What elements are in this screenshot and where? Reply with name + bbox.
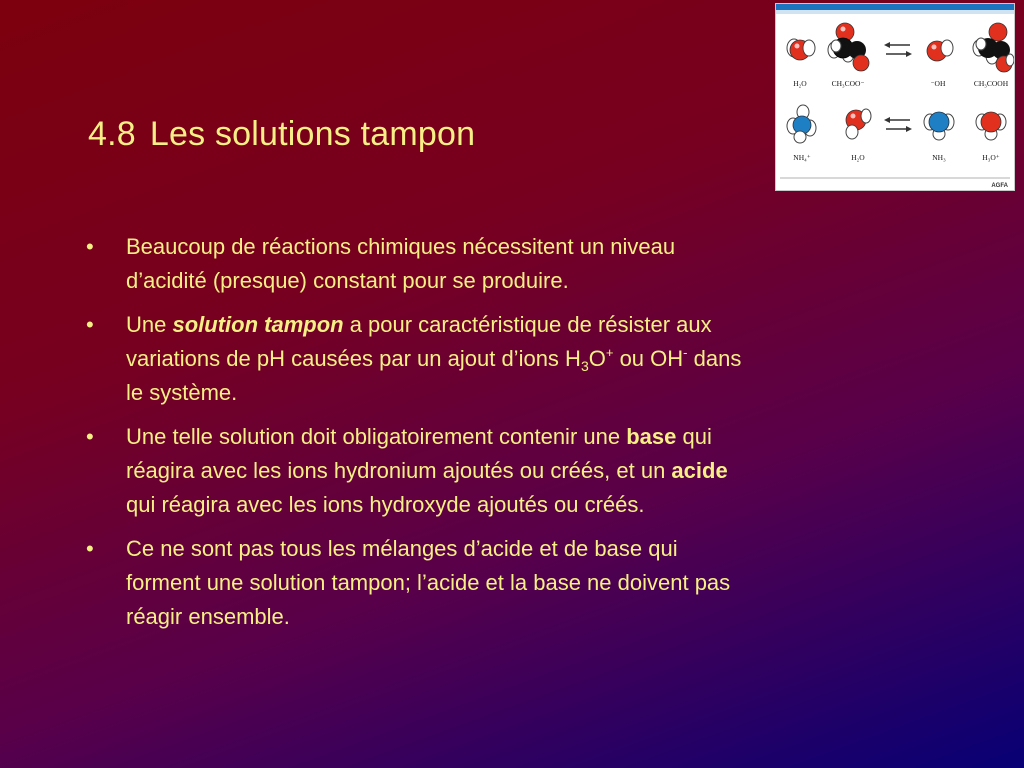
bullet-4-line-1: Ce ne sont pas tous les mélanges d’acide et de base qui (126, 536, 678, 561)
bullet-marker: • (86, 234, 94, 259)
bullet-1-line-1: Beaucoup de réactions chimiques nécessitent un niveau (126, 234, 676, 259)
bold-base: base (626, 424, 677, 449)
bullet-item-3 (86, 420, 936, 522)
hydronium-molecule-icon (976, 112, 1006, 140)
agfa-logo: AGFA (991, 183, 1008, 189)
bullet-3-line-1 (126, 420, 936, 454)
text-run: a pour caractéristique de résister aux (343, 312, 712, 337)
bold-acide: acide (671, 458, 728, 483)
text-run: ou OH (613, 346, 684, 371)
label-ammonia: NH₃ (932, 153, 946, 162)
bullet-3-line-2 (126, 454, 936, 488)
emphasis-solution-tampon: solution tampon (172, 312, 344, 337)
label-acetate: CH₃COO⁻ (831, 79, 865, 88)
bullet-3-line-3: qui réagira avec les ions hydroxyde ajoutés ou créés. (126, 492, 645, 517)
bullet-1-line-2: d’acidité (presque) constant pour se produire. (126, 268, 569, 293)
subscript: 3 (580, 358, 589, 374)
bullet-4-line-2: forment une solution tampon; l’acide et la base ne doivent pas (126, 570, 731, 595)
text-run: Une (126, 312, 173, 337)
bullet-item-2 (86, 308, 936, 410)
label-hydroxide: ⁻OH (930, 79, 946, 88)
bullet-marker: • (86, 312, 94, 337)
figure-top-band (776, 4, 1014, 10)
bullet-2-line-2 (126, 342, 936, 376)
title-number: 4.8 (88, 115, 136, 153)
water-molecule-icon (787, 39, 815, 60)
bullet-list (86, 230, 936, 644)
title-text: Les solutions tampon (149, 115, 476, 153)
bullet-2-line-3: le système. (126, 380, 238, 405)
label-ammonium: NH₄⁺ (793, 153, 811, 162)
label-acetic-acid: CH₃COOH (973, 79, 1009, 88)
text-run: réagira avec les ions hydronium ajoutés ou créés, et un (126, 458, 672, 483)
hydroxide-molecule-icon (927, 40, 953, 61)
text-run: qui (676, 424, 712, 449)
ammonia-molecule-icon (924, 112, 954, 140)
acetate-molecule-icon (828, 23, 869, 71)
molecule-figure (775, 3, 1015, 191)
bullet-2-line-1 (126, 308, 936, 342)
text-run: Une telle solution doit obligatoirement contenir une (126, 424, 627, 449)
equilibrium-arrows-icon (884, 117, 912, 132)
figure-top-band-light (776, 10, 1014, 14)
water-molecule-icon (846, 109, 871, 139)
ammonium-molecule-icon (787, 105, 816, 143)
bullet-marker: • (86, 424, 94, 449)
text-run: variations de pH causées par un ajout d’ions H (126, 346, 581, 371)
label-hydronium: H₃O⁺ (982, 153, 1000, 162)
bullet-marker: • (86, 536, 94, 561)
bullet-4-line-3: réagir ensemble. (126, 604, 290, 629)
text-run: dans (687, 346, 742, 371)
superscript: - (683, 345, 688, 360)
equilibrium-arrows-icon (884, 42, 912, 57)
label-h2o-2: H₂O (851, 153, 865, 162)
bullet-item-4 (86, 532, 936, 634)
label-h2o: H₂O (793, 79, 807, 88)
text-run: O (588, 346, 606, 371)
superscript: + (605, 345, 614, 360)
molecule-illustration (776, 4, 1014, 190)
acetic-acid-molecule-icon (973, 23, 1014, 72)
slide-title (88, 114, 475, 154)
bullet-item-1 (86, 230, 936, 298)
